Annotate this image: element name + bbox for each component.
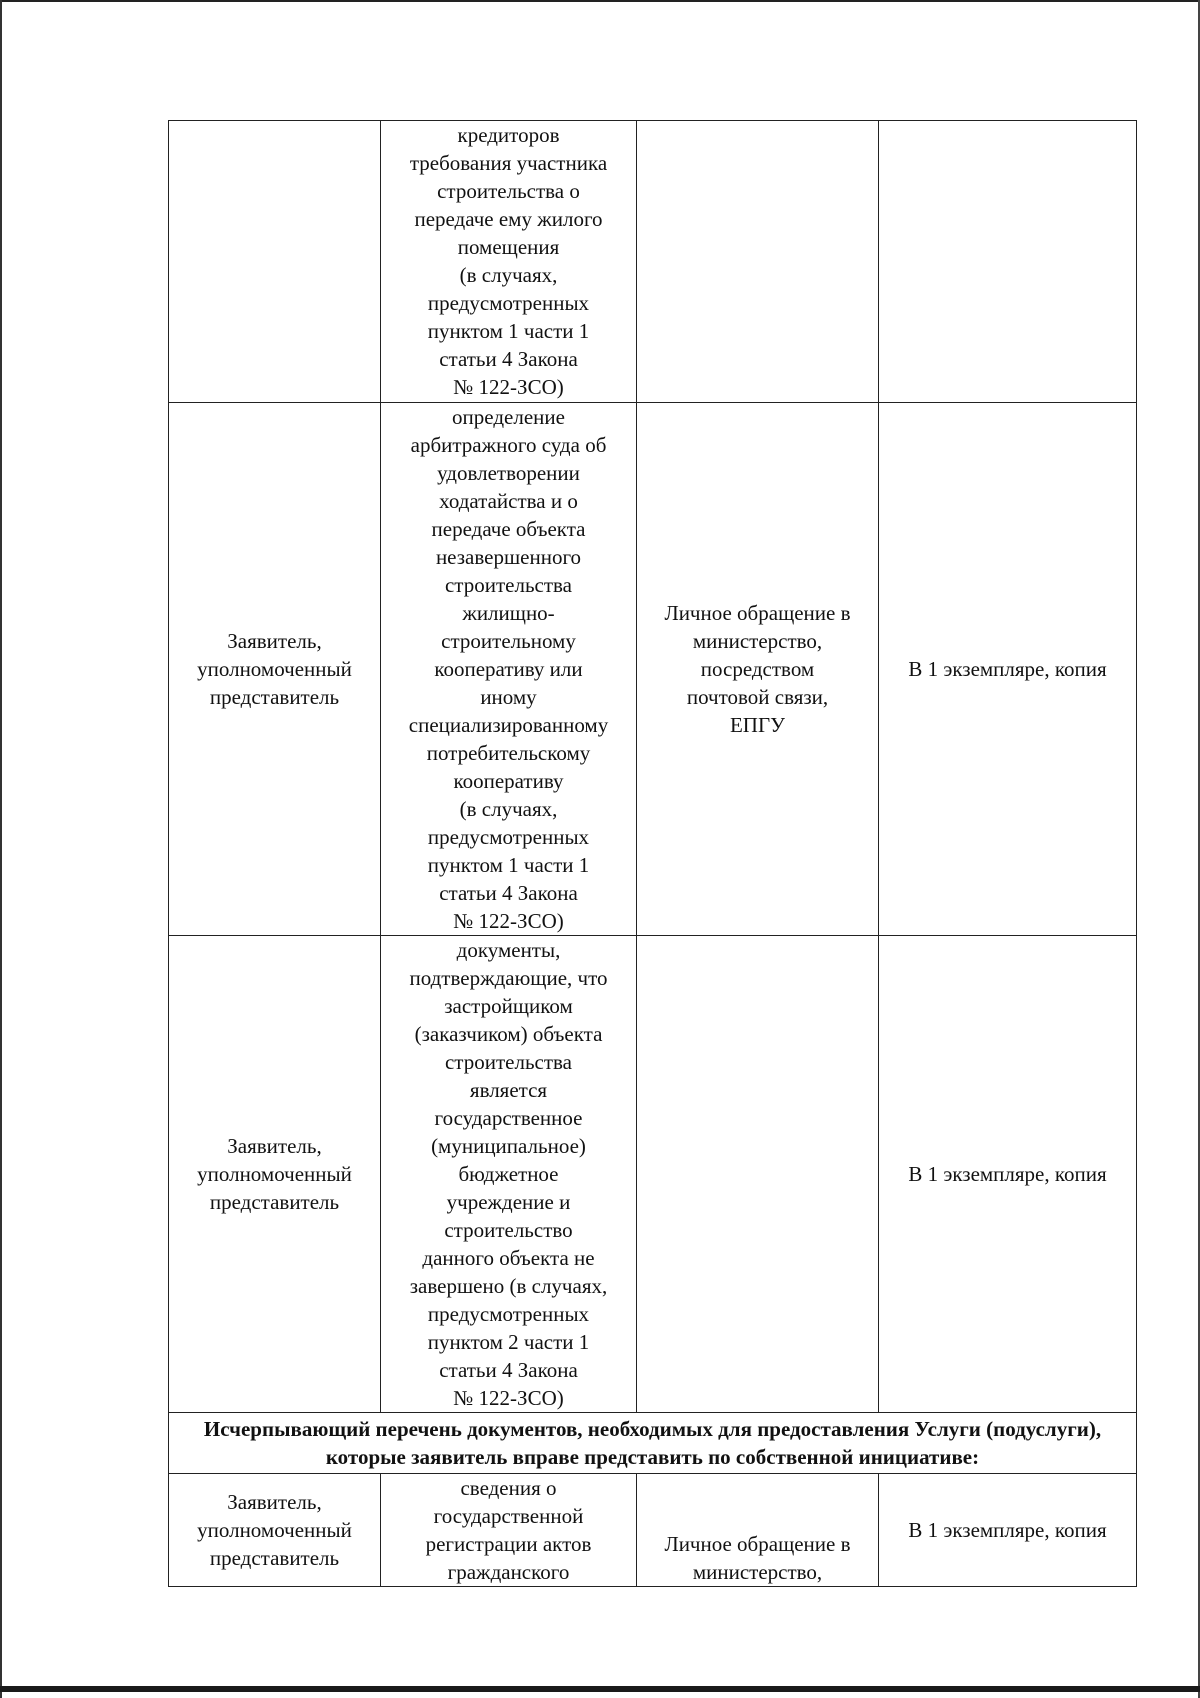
applicant-cell: Заявитель, уполномоченный представитель <box>169 1474 381 1587</box>
page-left-border <box>0 0 2 1698</box>
document-cell: кредиторов требования участника строительства о передаче ему жилого помещения (в случаях, предусмотренных пунктом 1 части 1 статьи 4 Закона № 122-ЗСО) <box>381 121 637 403</box>
table-row <box>169 1474 1137 1587</box>
applicant-cell: Заявитель, уполномоченный представитель <box>169 936 381 1413</box>
applicant-cell: Заявитель, уполномоченный представитель <box>169 403 381 936</box>
method-cell <box>637 121 879 403</box>
copies-cell: В 1 экземпляре, копия <box>879 403 1137 936</box>
document-cell: определение арбитражного суда об удовлетворении ходатайства и о передаче объекта незавершенного строительства жилищно- строительному кооперативу или иному специализированному потребительскому кооперативу (в случаях, предусмотренных пунктом 1 части 1 статьи 4 Закона № 122-ЗСО) <box>381 403 637 936</box>
method-cell: Личное обращение в министерство, посредством почтовой связи, ЕПГУ <box>637 403 879 936</box>
document-cell: сведения о государственной регистрации актов гражданского <box>381 1474 637 1587</box>
table-row <box>169 403 1137 936</box>
page-bottom-border <box>0 1686 1200 1692</box>
document-cell: документы, подтверждающие, что застройщиком (заказчиком) объекта строительства является государственное (муниципальное) бюджетное учреждение и строительство данного объекта не завершено (в случаях, предусмотренных пунктом 2 части 1 статьи 4 Закона № 122-ЗСО) <box>381 936 637 1413</box>
table-row <box>169 121 1137 403</box>
method-cell <box>637 936 879 1413</box>
copies-cell: В 1 экземпляре, копия <box>879 1474 1137 1587</box>
section-heading: Исчерпывающий перечень документов, необходимых для предоставления Услуги (подуслуги), которые заявитель вправе представить по собственной инициативе: <box>169 1413 1137 1474</box>
copies-cell: В 1 экземпляре, копия <box>879 936 1137 1413</box>
documents-table <box>168 120 1137 1587</box>
table-row <box>169 936 1137 1413</box>
method-cell: Личное обращение в министерство, <box>637 1474 879 1587</box>
page-top-border <box>0 0 1200 2</box>
copies-cell <box>879 121 1137 403</box>
applicant-cell <box>169 121 381 403</box>
section-heading-row <box>169 1413 1137 1474</box>
